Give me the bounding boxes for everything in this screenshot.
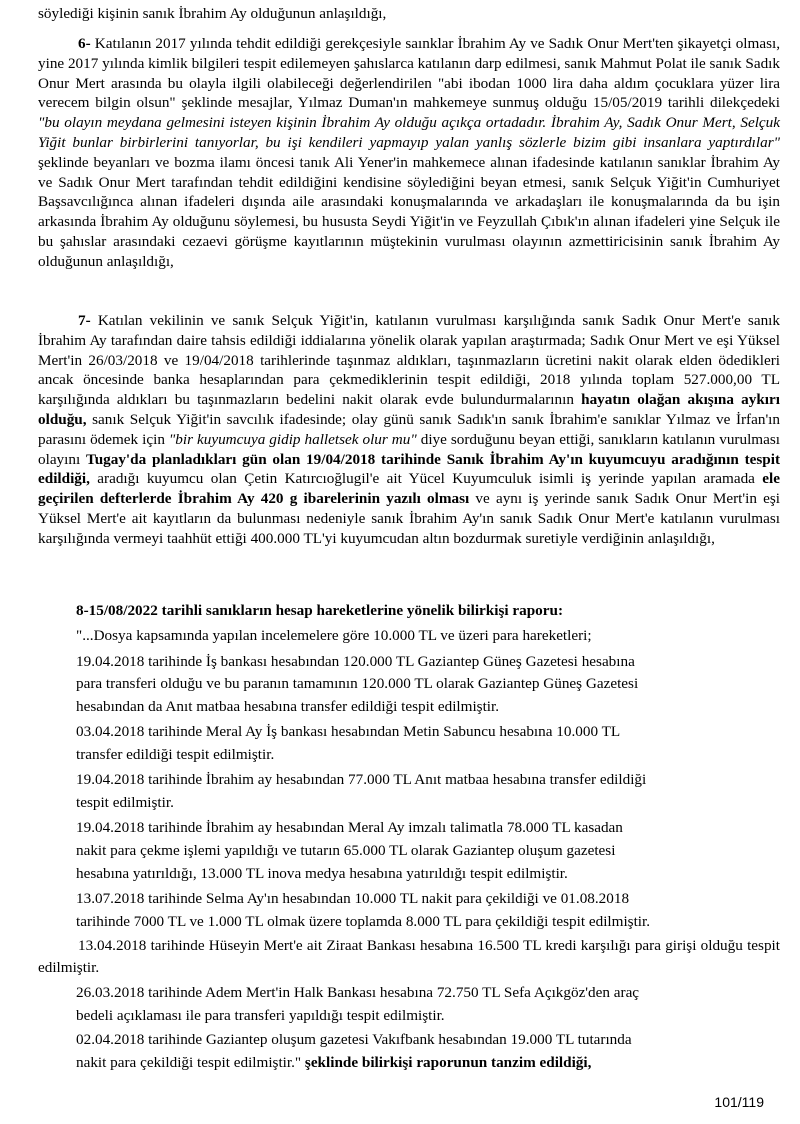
paragraph-7-number: 7- — [78, 312, 91, 329]
paragraph-7-text-4: aradığı kuyumcu olan Çetin Katırcıoğlugil'e ait Yücel Kuyumculuk isimli iş yerinde yapılan aramada — [89, 470, 763, 488]
report-line: 19.04.2018 tarihinde İş bankası hesabından 120.000 TL Gaziantep Güneş Gazetesi hesabına — [76, 653, 635, 670]
report-conclusion: şeklinde bilirkişi raporunun tanzim edildiği, — [304, 1054, 592, 1071]
paragraph-7-bold-2: Tugay'da planladıkları gün olan 19/04/2018 tarihinde Sanık İbrahim Ay'ın kuyumcuyu aradığının tespit edildiği, — [38, 450, 780, 488]
report-ziraat-entry — [38, 935, 780, 979]
paragraph-6-number: 6- — [78, 35, 91, 52]
top-line-text: söylediği kişinin sanık İbrahim Ay olduğunun anlaşıldığı, — [38, 5, 387, 22]
top-line — [38, 4, 780, 24]
report-line: hesabından da Anıt matbaa hesabına transfer edildiği tespit edilmiştir. — [76, 698, 500, 715]
paragraph-6-text-1: Katılanın 2017 yılında tehdit edildiği gerekçesiyle saınklar İbrahim Ay ve Sadık Onur Mert'ten şikayetçi olması, yine 2017 yılında kimlik bilgileri tespit edilemeyen şahıslarca katılanın darp edilmesi, sanık Mahmut Polat ile sanık Sadık Onur Mert arasında bu olayla ilgili olabileceği değerlendirilen "abi ibodan 1000 lira daha aldım çocuklara yüzer lira verecem bilgin olsun" şeklinde mesajlar, Yılmaz Duman'ın mahkemeye sunmuş olduğu 15/05/2019 tarihli dilekçedeki — [38, 35, 780, 112]
report-line: 19.04.2018 tarihinde İbrahim ay hesabından 77.000 TL Anıt matbaa hesabına transfer edildiği — [76, 771, 647, 788]
report-line: bedeli açıklaması ile para transferi yapıldığı tespit edilmiştir. — [76, 1007, 445, 1024]
paragraph-7 — [38, 311, 780, 549]
report-last-line — [76, 1053, 591, 1073]
report-heading: 8-15/08/2022 tarihli sanıkların hesap hareketlerine yönelik bilirkişi raporu: — [76, 602, 564, 619]
report-line: 19.04.2018 tarihinde İbrahim ay hesabından Meral Ay imzalı talimatla 78.000 TL kasadan — [76, 819, 623, 836]
report-line: tespit edilmiştir. — [76, 794, 174, 811]
paragraph-7-text-2: sanık Selçuk Yiğit'in savcılık ifadesinde; olay günü sanık Sadık'ın sanık İbrahim'e sanıklar Yılmaz ve İrfan'ın parasını ödemek için — [38, 410, 780, 448]
paragraph-7-bold-1: hayatın olağan akışına aykırı olduğu, — [38, 391, 780, 428]
paragraph-7-text-3: diye sorduğunu beyan ettiği, sanıkların katılanın vurulması olayını — [38, 430, 780, 468]
paragraph-7-text-1: Katılan vekilinin ve sanık Selçuk Yiğit'in, katılanın vurulması karşılığında sanık Sadık Onur Mert'e sanık İbrahim Ay tarafından daire tahsis edildiği iddialarına yönelik olarak yapılan araştırmada; Sadık Onur Mert ve eşi Yüksel Mert'in 26/03/2018 ve 19/04/2018 tarihlerinde taşınmaz aldıkları, taşınmazların ücretini nakit olarak elden ödedikleri ancak öncesinde banka hesaplarından para çekmediklerinin tespit edildiği, 2018 yılında toplam 527.000,00 TL karşılığında aldıkları bu taşınmazların bedelini nakit olarak evde bulundurmalarının — [38, 312, 780, 409]
paragraph-6-text-2: şeklinde beyanları ve bozma ilamı öncesi tanık Ali Yener'in mahkemece alınan ifadesinde katılanın sanıklar İbrahim Ay ve Sadık Onur Mert tarafından tehdit edildiğini kendisine söylediğini beyan etmesi, sanık Selçuk Yiğit'in Cumhuriyet Başsavcılığınca alınan ifadeleri dışında aile arasındaki konuşmalarında ve arkadaşları ile konuşmalarında da bu işin arkasında İbrahim Ay olduğunu söylemesi, bu hususta Seydi Yiğit'in ve Feyzullah Çıbık'ın alınan ifadeleri yine Selçuk ile bu şahıslar arasındaki cezaevi görüşme kayıtlarının müştekinin vurulması olayının azmettiricisinin sanık İbrahim Ay olduğunun anlaşıldığı, — [38, 153, 780, 270]
report-line: tarihinde 7000 TL ve 1.000 TL olmak üzere toplamda 8.000 TL para çekildiği tespit edilmiştir. — [76, 913, 651, 930]
paragraph-7-quote: "bir kuyumcuya gidip halletsek olur mu" — [168, 430, 417, 448]
report-line: hesabına yatırıldığı, 13.000 TL inova medya hesabına yatırıldığı tespit edilmiştir. — [76, 865, 568, 882]
paragraph-7-text-5: ve aynı iş yerinde sanık Sadık Onur Mert'in eşi Yüksel Mert'e ait kayıtların da bulunması nedeniyle sanık İbrahim Ay'ın sanık Sadık Onur Mert'e katılanın vurulması karşılığında vermeyi taahhüt ettiği 400.000 TL'yi kuyumcudan altın bozdurmak suretiyle verdiğinin anlaşıldığı, — [38, 490, 781, 547]
paragraph-7-bold-3: ele geçirilen defterlerde İbrahim Ay 420 g ibarelerinin yazılı olması — [38, 470, 780, 508]
report-line: "...Dosya kapsamında yapılan incelemelere göre 10.000 TL ve üzeri para hareketleri; — [76, 627, 592, 644]
report-last-text: nakit para çekildiği tespit edilmiştir." — [76, 1054, 305, 1071]
report-line: 26.03.2018 tarihinde Adem Mert'in Halk Bankası hesabına 72.750 TL Sefa Açıkgöz'den araç — [76, 984, 640, 1001]
report-line: transfer edildiği tespit edilmiştir. — [76, 746, 275, 763]
report-line: 13.07.2018 tarihinde Selma Ay'ın hesabından 10.000 TL nakit para çekildiği ve 01.08.2018 — [76, 890, 630, 907]
report-line: nakit para çekme işlemi yapıldığı ve tutarın 65.000 TL olarak Gaziantep oluşum gazetesi — [76, 842, 616, 859]
report-line: 02.04.2018 tarihinde Gaziantep oluşum gazetesi Vakıfbank hesabından 19.000 TL tutarında — [76, 1031, 632, 1048]
paragraph-6-quote: "bu olayın meydana gelmesini isteyen kişinin İbrahim Ay olduğu açıkça ortadadır. İbrahim Ay, Sadık Onur Mert, Selçuk Yiğit bunlar birbirlerini tanıyorlar, bu işi kendileri yapmayıp yalan yanlış sözlerle bizim gibi insanlara yaptırdılar" — [38, 114, 780, 151]
report-line: 03.04.2018 tarihinde Meral Ay İş bankası hesabından Metin Sabuncu hesabına 10.000 TL — [76, 723, 621, 740]
report-line: para transferi olduğu ve bu paranın tamamının 120.000 TL olarak Gaziantep Güneş Gazetesi — [76, 675, 639, 692]
paragraph-6 — [38, 34, 780, 272]
report-ziraat-text: 13.04.2018 tarihinde Hüseyin Mert'e ait Ziraat Bankası hesabına 16.500 TL kredi karşılığı para girişi olduğu tespit edilmiştir. — [38, 937, 780, 976]
page-number: 101/119 — [714, 1094, 764, 1110]
